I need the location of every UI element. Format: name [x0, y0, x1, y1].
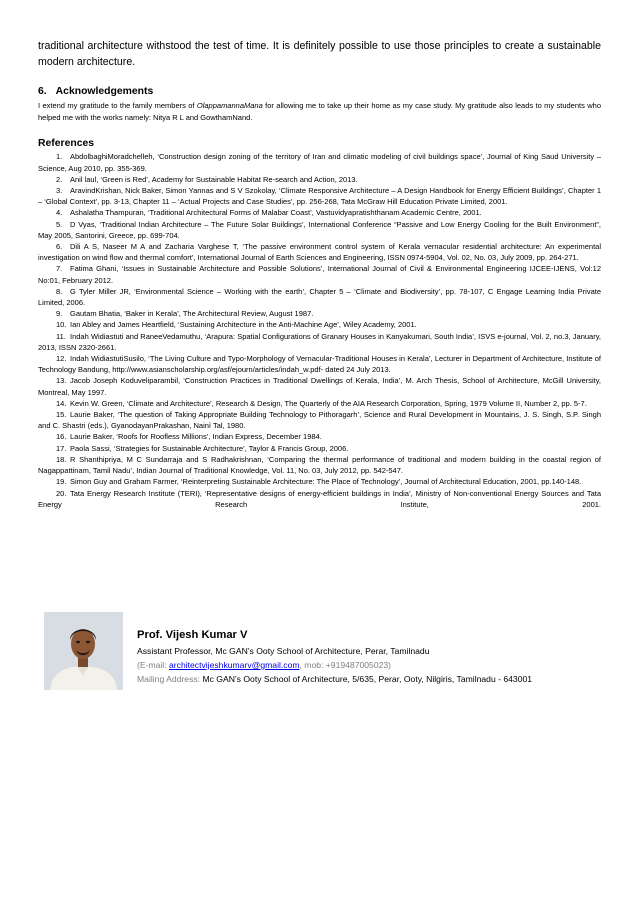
reference-item — [38, 308, 601, 319]
email-suffix: ) — [388, 660, 392, 670]
reference-item — [38, 398, 601, 409]
author-email-link[interactable]: architectvijeshkumarv@gmail.com — [169, 660, 300, 670]
reference-item — [38, 375, 601, 397]
reference-item — [38, 319, 601, 330]
reference-text: Indah Widiastuti and RaneeVedamuthu, ‘Arapura: Spatial Configurations of Granary Houses in Kanyakumari, South India’, ISVS e-journal, Vol. 2, no.3, January, 2013, ISSN 2320-2661. — [38, 331, 601, 352]
ack-text-before: I extend my gratitude to the family members of — [38, 101, 197, 110]
reference-text: G Tyler Miller JR, ‘Environmental Science – Working with the earth’, Chapter 5 – ‘Climate and Biodiversity’, pp. 78-107, C Engage Learning India Private Limited, 2006. — [38, 286, 601, 308]
reference-item — [38, 443, 601, 454]
author-contact — [137, 658, 532, 672]
reference-number: 8. — [56, 286, 63, 296]
reference-item — [38, 454, 601, 476]
reference-item — [38, 431, 601, 442]
author-photo — [44, 612, 123, 690]
reference-text: Anil laul, ‘Green is Red’, Academy for Sustainable Habitat Re-search and Action, 2013. — [70, 174, 358, 184]
reference-item — [38, 488, 601, 510]
reference-item — [38, 263, 601, 285]
reference-number: 9. — [56, 309, 63, 319]
document-page — [38, 38, 601, 510]
reference-text: Laurie Baker, ‘The question of Taking Appropriate Building Technology to Pithoragarh’, Science and Rural Development in Mountains, J. S. Singh, S.P. Singh and C. Shastri (eds.), GyanodayanPrakashan, Nainì Tal, 1980. — [38, 410, 601, 431]
references-heading: References — [38, 138, 95, 150]
reference-text: Ian Abley and James Heartfield, ‘Sustaining Architecture in the Anti-Machine Age’, Wiley Academy, 2001. — [70, 320, 417, 330]
reference-number: 7. — [56, 264, 63, 274]
reference-item — [38, 174, 601, 185]
reference-number: 20. — [56, 488, 67, 498]
reference-text: Kevin W. Green, ‘Climate and Architecture’, Research & Design, The Quarterly of the AIA Research Corporation, Spring, 1979 Volume II, Number 2, pp. 5-7. — [70, 398, 587, 408]
reference-number: 5. — [56, 219, 63, 229]
address-text: Mc GAN’s Ooty School of Architecture, 5/635, Perar, Ooty, Nilgiris, Tamilnadu - 643001 — [202, 674, 533, 684]
reference-text: Dili A S, Naseer M A and Zacharia Varghese T, ‘The passive environment control system of Kerala vernacular residential architecture: An experimental investigation on wind flow and thermal comfort’, International Journal of Earth Sciences and Engineering, ISSN 0974-5904, Vol. 02, No. 03, July 2009, pp. 264-271. — [38, 242, 601, 263]
reference-item — [38, 219, 601, 241]
reference-number: 18. — [56, 454, 67, 464]
intro-paragraph: traditional architecture withstood the test of time. It is definitely possible to use those principles to create a sustainable modern architecture. — [38, 40, 601, 68]
section-title: Acknowledgements — [55, 86, 154, 97]
reference-number: 15. — [56, 410, 67, 420]
reference-number: 12. — [56, 354, 67, 364]
reference-item — [38, 207, 601, 218]
reference-text: D Vyas, ‘Traditional Indian Architecture – The Future Solar Buildings’, International Conference “Passive and Low Energy Cooling for the Built Environment”, May 2005, Santorini, Greece, pp. 699-704. — [38, 219, 601, 240]
reference-item — [38, 353, 601, 375]
references-list — [38, 151, 601, 510]
reference-item — [38, 151, 601, 173]
reference-number: 4. — [56, 208, 63, 218]
reference-text: Ashalatha Thampuran, ‘Traditional Architectural Forms of Malabar Coast’, Vastuvidyapratishthanam Academic Centre, 2001. — [70, 208, 482, 218]
reference-text: R Shanthipriya, M C Sundarraja and S Radhakrishnan, ‘Comparing the thermal performance of traditional and modern building in the coastal region of Nagappattinam, Tamil Nadu’, Indian Journal of Traditional Knowledge, Vol. 11, No. 03, July 2012, pp. 542-547. — [38, 454, 601, 476]
reference-text: Fatima Ghani, ‘Issues in Sustainable Architecture and Possible Solutions’, International Journal of Civil & Environmental Engineering IJCEE-IJENS, Vol:12 No:01, February 2012. — [38, 264, 601, 285]
reference-number: 11. — [56, 331, 66, 341]
reference-number: 13. — [56, 376, 67, 386]
reference-text: Simon Guy and Graham Farmer, ‘Reinterpreting Sustainable Architecture: The Place of Technology’, Journal of Architectural Education, 2001, pp.140-148. — [70, 477, 582, 487]
reference-number: 17. — [56, 443, 67, 453]
reference-text: AbdolbaghiMoradchelleh, ‘Construction design zoning of the territory of Iran and climatic modeling of civil buildings space’, Journal of King Saud University – Science, Aug 2010, pp. 355-369. — [38, 152, 601, 173]
section-number: 6. — [38, 86, 47, 97]
reference-text: Jacob Joseph Koduveliparambil, ‘Construction Practices in Traditional Dwellings of Kerala, India’, M. Arch Thesis, School of Architecture, McGill University, Montreal, May 1997. — [38, 376, 601, 397]
reference-number: 10. — [56, 320, 67, 330]
author-block — [44, 612, 604, 692]
address-label: Mailing Address: — [137, 674, 203, 684]
author-mobile: , mob: +919487005023 — [299, 660, 389, 670]
reference-item — [38, 331, 601, 353]
reference-number: 14. — [56, 398, 67, 408]
reference-text: Paola Sassi, ‘Strategies for Sustainable Architecture’, Taylor & Francis Group, 2006. — [70, 443, 349, 453]
reference-text: Tata Energy Research Institute (TERI), ‘Representative designs of energy-efficient buildings in India’, Ministry of Non-conventional Energy Sources and Tata Energy Research Institute, 2001. — [38, 488, 601, 509]
email-prefix: (E-mail: — [137, 660, 169, 670]
reference-number: 16. — [56, 432, 67, 442]
portrait-image-icon — [44, 612, 123, 690]
reference-item — [38, 476, 601, 487]
reference-item — [38, 286, 601, 308]
reference-text: Laurie Baker, ‘Roofs for Roofless Millions’, Indian Express, December 1984. — [70, 432, 322, 442]
reference-text: AravindKrishan, Nick Baker, Simon Yannas and S V Szokolay, ‘Climate Responsive Architecture – A Design Handbook for Energy Efficient Buildings’, Chapter 1 – ‘Global Context’, pp. 3-13, Chapter 11 – ‘Actual Projects and Case Studies’, pp. 256-268, Tata McGraw Hill Education Private Limited, 2001. — [38, 186, 601, 207]
reference-number: 19. — [56, 477, 67, 487]
acknowledgements-heading — [38, 86, 601, 97]
ack-text-after: for allowing me to take up their home as my case study. My gratitude also leads to my students who helped me with the works namely: Nitya R L and GowthamNand. — [38, 101, 601, 123]
reference-number: 2. — [56, 174, 63, 184]
reference-number: 1. — [56, 152, 63, 162]
reference-number: 3. — [56, 186, 63, 196]
reference-text: Indah WidiastutiSusilo, ‘The Living Culture and Typo-Morphology of Vernacular-Traditional Houses in Kerala’, Lecturer in Department of Architecture, Institute of Technology Bandung, http://www.asianscholarship.org/asf/ejourn/articles/indah_w.pdf- dated 24 July 2013. — [38, 354, 601, 375]
acknowledgements-text — [38, 100, 601, 124]
reference-item — [38, 185, 601, 207]
reference-text: Gautam Bhatia, ‘Baker in Kerala’, The Architectural Review, August 1987. — [70, 309, 314, 319]
author-address — [137, 672, 532, 686]
reference-item — [38, 241, 601, 263]
reference-item — [38, 409, 601, 431]
author-info — [137, 629, 532, 686]
reference-number: 6. — [56, 242, 63, 252]
author-position: Assistant Professor, Mc GAN’s Ooty School of Architecture, Perar, Tamilnadu — [137, 646, 430, 656]
ack-family-name: OlappamannaMana — [196, 101, 263, 110]
author-name: Prof. Vijesh Kumar V — [137, 629, 248, 641]
